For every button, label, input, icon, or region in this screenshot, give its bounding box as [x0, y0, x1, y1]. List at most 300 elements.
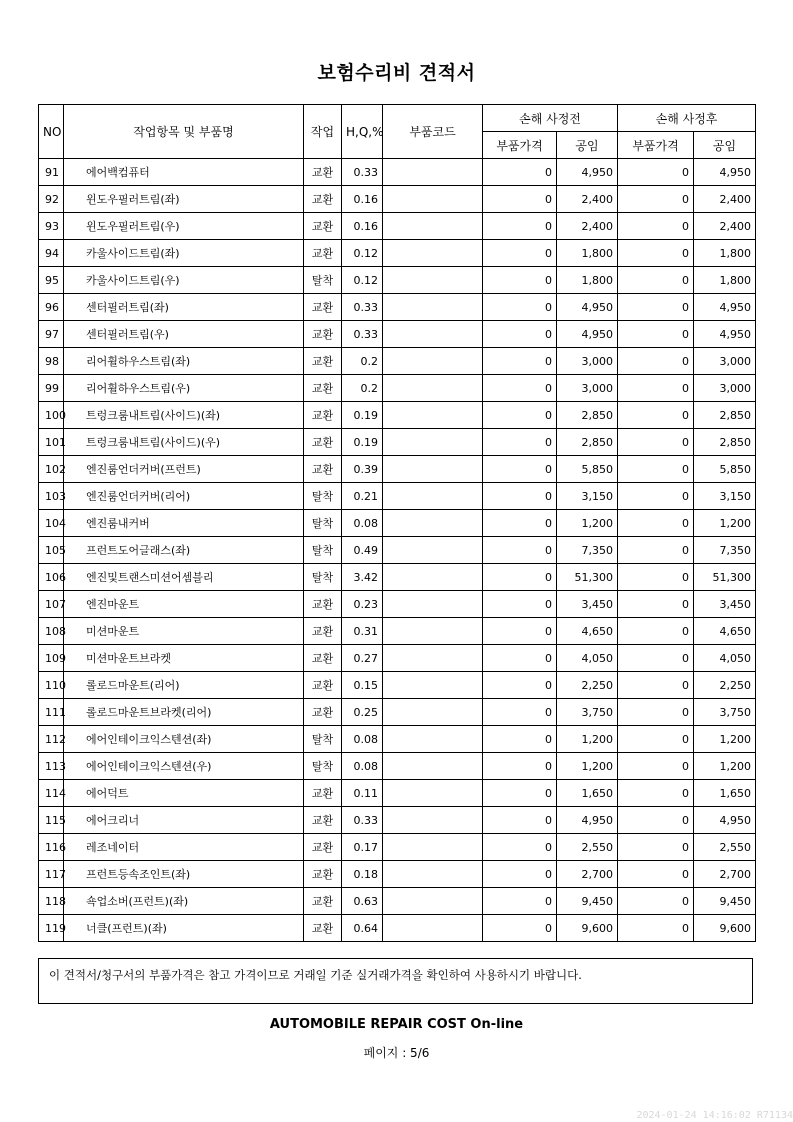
row-item-name: 엔진룸내커버 — [64, 510, 304, 537]
row-hq: 0.17 — [342, 834, 383, 861]
row-item-name: 에어덕트 — [64, 780, 304, 807]
row-part-code — [383, 591, 483, 618]
row-part-code — [383, 537, 483, 564]
table-row — [39, 321, 756, 348]
row-after-part-price: 0 — [618, 726, 694, 753]
row-before-part-price: 0 — [483, 375, 557, 402]
row-part-code — [383, 807, 483, 834]
row-after-labor: 4,950 — [694, 294, 756, 321]
row-part-code — [383, 186, 483, 213]
row-before-part-price: 0 — [483, 159, 557, 186]
row-before-labor: 2,850 — [557, 402, 618, 429]
table-row — [39, 348, 756, 375]
row-hq: 0.15 — [342, 672, 383, 699]
row-hq: 0.12 — [342, 267, 383, 294]
row-no: 99 — [39, 375, 64, 402]
row-after-labor: 3,750 — [694, 699, 756, 726]
table-row — [39, 294, 756, 321]
row-after-part-price: 0 — [618, 699, 694, 726]
row-before-labor: 1,650 — [557, 780, 618, 807]
table-row — [39, 645, 756, 672]
table-row — [39, 240, 756, 267]
row-hq: 3.42 — [342, 564, 383, 591]
row-before-part-price: 0 — [483, 294, 557, 321]
row-after-labor: 1,800 — [694, 240, 756, 267]
row-part-code — [383, 780, 483, 807]
row-no: 111 — [39, 699, 64, 726]
row-before-labor: 5,850 — [557, 456, 618, 483]
table-row — [39, 510, 756, 537]
row-hq: 0.33 — [342, 294, 383, 321]
row-no: 107 — [39, 591, 64, 618]
row-no: 105 — [39, 537, 64, 564]
row-before-labor: 2,400 — [557, 213, 618, 240]
table-row — [39, 888, 756, 915]
row-item-name: 카울사이드트림(좌) — [64, 240, 304, 267]
header-before-labor: 공임 — [557, 132, 618, 159]
row-after-part-price: 0 — [618, 159, 694, 186]
row-no: 92 — [39, 186, 64, 213]
row-after-part-price: 0 — [618, 456, 694, 483]
row-no: 100 — [39, 402, 64, 429]
row-before-part-price: 0 — [483, 267, 557, 294]
row-part-code — [383, 456, 483, 483]
table-row — [39, 915, 756, 942]
row-item-name: 엔진및트랜스미션어셈블리 — [64, 564, 304, 591]
table-row — [39, 726, 756, 753]
row-before-part-price: 0 — [483, 888, 557, 915]
row-work: 교환 — [304, 159, 342, 186]
row-hq: 0.19 — [342, 402, 383, 429]
row-before-labor: 2,700 — [557, 861, 618, 888]
estimate-table — [38, 104, 756, 942]
row-part-code — [383, 267, 483, 294]
row-no: 102 — [39, 456, 64, 483]
row-after-labor: 2,850 — [694, 402, 756, 429]
row-item-name: 리어휠하우스트림(좌) — [64, 348, 304, 375]
row-part-code — [383, 159, 483, 186]
table-row — [39, 834, 756, 861]
header-before-part-price: 부품가격 — [483, 132, 557, 159]
header-after-part-price: 부품가격 — [618, 132, 694, 159]
row-work: 탈착 — [304, 726, 342, 753]
row-part-code — [383, 915, 483, 942]
row-before-part-price: 0 — [483, 564, 557, 591]
row-before-labor: 4,950 — [557, 321, 618, 348]
table-row — [39, 537, 756, 564]
row-after-part-price: 0 — [618, 645, 694, 672]
row-before-labor: 9,450 — [557, 888, 618, 915]
row-item-name: 트렁크룸내트림(사이드)(좌) — [64, 402, 304, 429]
header-work: 작업 — [304, 105, 342, 159]
table-row — [39, 186, 756, 213]
page-number: 페이지 : 5/6 — [363, 1046, 430, 1060]
header-before-assessment: 손해 사정전 — [483, 105, 618, 132]
row-work: 탈착 — [304, 537, 342, 564]
row-hq: 0.08 — [342, 510, 383, 537]
row-no: 115 — [39, 807, 64, 834]
row-before-part-price: 0 — [483, 753, 557, 780]
row-part-code — [383, 348, 483, 375]
row-work: 교환 — [304, 672, 342, 699]
row-before-labor: 9,600 — [557, 915, 618, 942]
row-item-name: 프런트등속조인트(좌) — [64, 861, 304, 888]
row-item-name: 미션마운트 — [64, 618, 304, 645]
row-after-labor: 51,300 — [694, 564, 756, 591]
row-before-labor: 2,400 — [557, 186, 618, 213]
row-before-part-price: 0 — [483, 348, 557, 375]
row-before-part-price: 0 — [483, 834, 557, 861]
row-before-part-price: 0 — [483, 510, 557, 537]
row-before-labor: 4,950 — [557, 807, 618, 834]
row-no: 110 — [39, 672, 64, 699]
row-after-part-price: 0 — [618, 186, 694, 213]
row-no: 96 — [39, 294, 64, 321]
row-part-code — [383, 375, 483, 402]
row-hq: 0.27 — [342, 645, 383, 672]
header-part-code: 부품코드 — [383, 105, 483, 159]
table-row — [39, 672, 756, 699]
row-before-labor: 1,200 — [557, 726, 618, 753]
row-item-name: 에어인테이크익스텐션(좌) — [64, 726, 304, 753]
row-item-name: 미션마운트브라켓 — [64, 645, 304, 672]
header-after-assessment: 손해 사정후 — [618, 105, 756, 132]
print-timestamp: 2024-01-24 14:16:02 R71134 — [636, 1110, 793, 1121]
row-before-part-price: 0 — [483, 213, 557, 240]
document-title: 보험수리비 견적서 — [317, 62, 476, 84]
row-after-part-price: 0 — [618, 591, 694, 618]
row-after-labor: 2,400 — [694, 186, 756, 213]
row-hq: 0.16 — [342, 186, 383, 213]
row-before-part-price: 0 — [483, 483, 557, 510]
row-no: 108 — [39, 618, 64, 645]
row-no: 109 — [39, 645, 64, 672]
row-after-labor: 1,200 — [694, 753, 756, 780]
row-after-part-price: 0 — [618, 915, 694, 942]
brand-footer: AUTOMOBILE REPAIR COST On-line — [269, 1017, 524, 1032]
header-item: 작업항목 및 부품명 — [64, 105, 304, 159]
row-part-code — [383, 726, 483, 753]
table-row — [39, 375, 756, 402]
row-after-labor: 3,150 — [694, 483, 756, 510]
row-hq: 0.63 — [342, 888, 383, 915]
row-part-code — [383, 645, 483, 672]
row-no: 119 — [39, 915, 64, 942]
row-after-labor: 1,800 — [694, 267, 756, 294]
row-after-part-price: 0 — [618, 780, 694, 807]
table-row — [39, 591, 756, 618]
row-hq: 0.2 — [342, 375, 383, 402]
row-work: 탈착 — [304, 483, 342, 510]
row-after-part-price: 0 — [618, 537, 694, 564]
row-after-labor: 4,050 — [694, 645, 756, 672]
row-hq: 0.23 — [342, 591, 383, 618]
row-before-part-price: 0 — [483, 429, 557, 456]
row-hq: 0.12 — [342, 240, 383, 267]
row-item-name: 엔진룸언더커버(리어) — [64, 483, 304, 510]
row-after-part-price: 0 — [618, 564, 694, 591]
row-hq: 0.33 — [342, 159, 383, 186]
row-work: 교환 — [304, 834, 342, 861]
table-row — [39, 456, 756, 483]
row-before-labor: 51,300 — [557, 564, 618, 591]
row-before-part-price: 0 — [483, 186, 557, 213]
row-part-code — [383, 564, 483, 591]
row-before-part-price: 0 — [483, 672, 557, 699]
row-no: 98 — [39, 348, 64, 375]
row-item-name: 에어인테이크익스텐션(우) — [64, 753, 304, 780]
table-row — [39, 753, 756, 780]
row-item-name: 센터필러트림(좌) — [64, 294, 304, 321]
row-part-code — [383, 240, 483, 267]
row-after-labor: 4,950 — [694, 159, 756, 186]
row-after-part-price: 0 — [618, 807, 694, 834]
row-after-labor: 2,850 — [694, 429, 756, 456]
row-after-part-price: 0 — [618, 510, 694, 537]
row-before-labor: 4,950 — [557, 294, 618, 321]
row-after-labor: 2,400 — [694, 213, 756, 240]
row-hq: 0.31 — [342, 618, 383, 645]
row-item-name: 레조네이터 — [64, 834, 304, 861]
row-before-part-price: 0 — [483, 537, 557, 564]
row-part-code — [383, 294, 483, 321]
row-after-labor: 1,200 — [694, 726, 756, 753]
row-work: 교환 — [304, 456, 342, 483]
row-no: 118 — [39, 888, 64, 915]
row-no: 106 — [39, 564, 64, 591]
header-no: NO — [39, 105, 64, 159]
row-after-part-price: 0 — [618, 753, 694, 780]
row-work: 교환 — [304, 402, 342, 429]
row-after-labor: 4,950 — [694, 321, 756, 348]
row-no: 97 — [39, 321, 64, 348]
row-item-name: 너클(프런트)(좌) — [64, 915, 304, 942]
row-before-part-price: 0 — [483, 240, 557, 267]
row-work: 교환 — [304, 915, 342, 942]
row-before-part-price: 0 — [483, 726, 557, 753]
row-after-labor: 3,000 — [694, 348, 756, 375]
row-after-part-price: 0 — [618, 348, 694, 375]
row-before-part-price: 0 — [483, 699, 557, 726]
row-before-labor: 3,750 — [557, 699, 618, 726]
header-hq: H,Q,% — [342, 105, 383, 159]
row-after-labor: 2,700 — [694, 861, 756, 888]
row-after-part-price: 0 — [618, 618, 694, 645]
row-hq: 0.2 — [342, 348, 383, 375]
row-after-part-price: 0 — [618, 861, 694, 888]
row-after-part-price: 0 — [618, 888, 694, 915]
row-before-part-price: 0 — [483, 807, 557, 834]
row-work: 탈착 — [304, 510, 342, 537]
row-hq: 0.16 — [342, 213, 383, 240]
row-before-part-price: 0 — [483, 402, 557, 429]
table-row — [39, 213, 756, 240]
row-work: 교환 — [304, 321, 342, 348]
row-item-name: 에어크리너 — [64, 807, 304, 834]
row-after-part-price: 0 — [618, 429, 694, 456]
row-work: 교환 — [304, 861, 342, 888]
row-after-labor: 4,950 — [694, 807, 756, 834]
row-item-name: 센터필러트림(우) — [64, 321, 304, 348]
row-item-name: 리어휠하우스트림(우) — [64, 375, 304, 402]
row-after-labor: 2,550 — [694, 834, 756, 861]
row-after-labor: 1,200 — [694, 510, 756, 537]
row-before-labor: 2,850 — [557, 429, 618, 456]
row-after-part-price: 0 — [618, 294, 694, 321]
table-row — [39, 780, 756, 807]
price-notice: 이 견적서/청구서의 부품가격은 참고 가격이므로 거래일 기준 실거래가격을 확인하여 사용하시기 바랍니다. — [38, 958, 753, 1004]
row-work: 교환 — [304, 591, 342, 618]
row-part-code — [383, 699, 483, 726]
table-row — [39, 564, 756, 591]
row-hq: 0.11 — [342, 780, 383, 807]
row-work: 교환 — [304, 618, 342, 645]
row-item-name: 엔진마운트 — [64, 591, 304, 618]
row-work: 교환 — [304, 429, 342, 456]
row-no: 117 — [39, 861, 64, 888]
row-before-part-price: 0 — [483, 780, 557, 807]
row-before-labor: 1,200 — [557, 510, 618, 537]
row-part-code — [383, 402, 483, 429]
row-before-labor: 3,000 — [557, 348, 618, 375]
row-hq: 0.25 — [342, 699, 383, 726]
row-hq: 0.33 — [342, 321, 383, 348]
row-work: 교환 — [304, 348, 342, 375]
row-item-name: 엔진룸언더커버(프런트) — [64, 456, 304, 483]
row-before-labor: 3,150 — [557, 483, 618, 510]
row-after-part-price: 0 — [618, 240, 694, 267]
row-work: 탈착 — [304, 267, 342, 294]
row-part-code — [383, 834, 483, 861]
row-part-code — [383, 510, 483, 537]
row-before-labor: 4,050 — [557, 645, 618, 672]
row-item-name: 윈도우필러트림(우) — [64, 213, 304, 240]
header-after-labor: 공임 — [694, 132, 756, 159]
row-before-part-price: 0 — [483, 591, 557, 618]
table-row — [39, 483, 756, 510]
row-work: 교환 — [304, 375, 342, 402]
row-after-part-price: 0 — [618, 834, 694, 861]
table-row — [39, 618, 756, 645]
row-before-labor: 3,000 — [557, 375, 618, 402]
row-before-labor: 2,550 — [557, 834, 618, 861]
row-before-part-price: 0 — [483, 321, 557, 348]
row-hq: 0.08 — [342, 753, 383, 780]
row-no: 103 — [39, 483, 64, 510]
row-before-labor: 1,800 — [557, 240, 618, 267]
row-no: 104 — [39, 510, 64, 537]
row-work: 교환 — [304, 645, 342, 672]
row-after-labor: 2,250 — [694, 672, 756, 699]
table-row — [39, 807, 756, 834]
row-item-name: 윈도우필러트림(좌) — [64, 186, 304, 213]
row-part-code — [383, 483, 483, 510]
row-work: 교환 — [304, 294, 342, 321]
row-item-name: 롤로드마운트브라켓(리어) — [64, 699, 304, 726]
row-work: 탈착 — [304, 564, 342, 591]
row-work: 교환 — [304, 699, 342, 726]
table-row — [39, 267, 756, 294]
row-before-part-price: 0 — [483, 915, 557, 942]
row-work: 탈착 — [304, 753, 342, 780]
row-item-name: 쇽업소버(프런트)(좌) — [64, 888, 304, 915]
row-hq: 0.49 — [342, 537, 383, 564]
row-after-labor: 9,600 — [694, 915, 756, 942]
row-after-part-price: 0 — [618, 213, 694, 240]
row-hq: 0.18 — [342, 861, 383, 888]
estimate-rows — [39, 159, 756, 942]
row-part-code — [383, 213, 483, 240]
table-row — [39, 699, 756, 726]
row-part-code — [383, 618, 483, 645]
table-row — [39, 402, 756, 429]
row-part-code — [383, 429, 483, 456]
row-after-labor: 3,000 — [694, 375, 756, 402]
row-part-code — [383, 753, 483, 780]
row-before-labor: 4,650 — [557, 618, 618, 645]
row-item-name: 롤로드마운트(리어) — [64, 672, 304, 699]
row-before-labor: 7,350 — [557, 537, 618, 564]
row-no: 112 — [39, 726, 64, 753]
row-before-part-price: 0 — [483, 861, 557, 888]
row-after-part-price: 0 — [618, 321, 694, 348]
row-after-part-price: 0 — [618, 672, 694, 699]
row-no: 95 — [39, 267, 64, 294]
row-no: 116 — [39, 834, 64, 861]
row-hq: 0.39 — [342, 456, 383, 483]
row-no: 91 — [39, 159, 64, 186]
row-after-labor: 7,350 — [694, 537, 756, 564]
row-work: 교환 — [304, 213, 342, 240]
row-before-labor: 1,800 — [557, 267, 618, 294]
row-work: 교환 — [304, 888, 342, 915]
row-hq: 0.64 — [342, 915, 383, 942]
row-no: 94 — [39, 240, 64, 267]
row-no: 113 — [39, 753, 64, 780]
row-after-part-price: 0 — [618, 375, 694, 402]
row-hq: 0.33 — [342, 807, 383, 834]
row-part-code — [383, 888, 483, 915]
row-before-part-price: 0 — [483, 456, 557, 483]
row-after-part-price: 0 — [618, 267, 694, 294]
row-item-name: 트렁크룸내트림(사이드)(우) — [64, 429, 304, 456]
row-after-labor: 1,650 — [694, 780, 756, 807]
row-after-part-price: 0 — [618, 402, 694, 429]
row-item-name: 에어백컴퓨터 — [64, 159, 304, 186]
row-hq: 0.21 — [342, 483, 383, 510]
row-hq: 0.19 — [342, 429, 383, 456]
row-part-code — [383, 672, 483, 699]
row-after-labor: 4,650 — [694, 618, 756, 645]
row-after-part-price: 0 — [618, 483, 694, 510]
row-no: 114 — [39, 780, 64, 807]
row-before-part-price: 0 — [483, 645, 557, 672]
row-after-labor: 9,450 — [694, 888, 756, 915]
row-item-name: 카울사이드트림(우) — [64, 267, 304, 294]
row-item-name: 프런트도어글래스(좌) — [64, 537, 304, 564]
row-part-code — [383, 321, 483, 348]
row-before-labor: 4,950 — [557, 159, 618, 186]
row-no: 101 — [39, 429, 64, 456]
row-hq: 0.08 — [342, 726, 383, 753]
row-before-labor: 1,200 — [557, 753, 618, 780]
row-before-labor: 3,450 — [557, 591, 618, 618]
table-row — [39, 861, 756, 888]
table-row — [39, 159, 756, 186]
table-row — [39, 429, 756, 456]
row-before-part-price: 0 — [483, 618, 557, 645]
row-after-labor: 3,450 — [694, 591, 756, 618]
